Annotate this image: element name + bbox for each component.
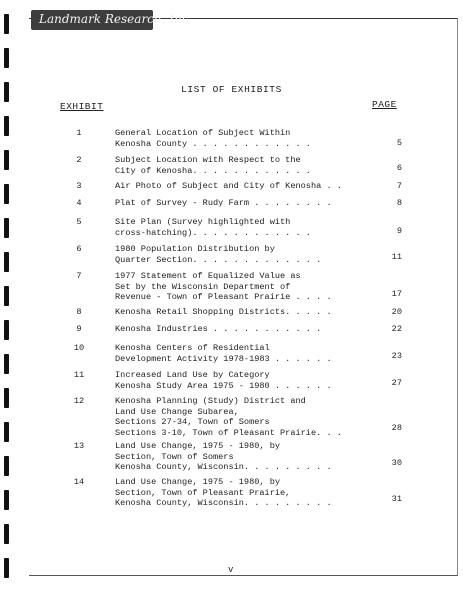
exhibit-page: 17 [391,289,402,299]
exhibit-page: 7 [396,181,402,191]
exhibit-number: 1 [76,128,82,138]
exhibit-number: 2 [76,155,82,165]
binding-mark [4,218,9,238]
exhibit-description: Plat of Survey - Rudy Farm . . . . . . . . [115,198,332,208]
binding-mark [4,48,9,68]
binding-mark [4,354,9,374]
exhibit-page: 5 [396,138,402,148]
exhibit-page: 28 [391,423,402,433]
exhibit-description: Land Use Change, 1975 - 1980, by Section, Town of Pleasant Prairie, Kenosha County, Wisconsin. . . . . . . . . [115,477,332,508]
exhibit-page: 9 [396,226,402,236]
page-number: v [228,565,234,575]
exhibit-description: Kenosha Retail Shopping Districts. . . . . [115,307,332,317]
exhibit-page: 20 [391,307,402,317]
binding-mark [4,116,9,136]
exhibit-description: Site Plan (Survey highlighted with cross-hatching). . . . . . . . . . . . [115,217,311,238]
binding-mark [4,490,9,510]
exhibit-description: Kenosha Industries . . . . . . . . . . . [115,324,322,334]
exhibit-number: 8 [76,307,82,317]
exhibit-number: 4 [76,198,82,208]
exhibit-description: 1977 Statement of Equalized Value as Set by the Wisconsin Department of Revenue - Town of Pleasant Prairie . . . . [115,271,332,302]
exhibit-page: 30 [391,458,402,468]
binding-mark [4,422,9,442]
binding-mark [4,524,9,544]
exhibit-number: 6 [76,244,82,254]
binding-mark [4,14,9,34]
exhibit-column-header: EXHIBIT [60,101,104,112]
page-column-header: PAGE [372,99,397,110]
binding-mark [4,286,9,306]
exhibit-page: 31 [391,494,402,504]
exhibit-description: Increased Land Use by Category Kenosha Study Area 1975 - 1980 . . . . . . [115,370,332,391]
exhibit-number: 10 [73,343,85,353]
exhibit-number: 3 [76,181,82,191]
exhibit-page: 27 [391,378,402,388]
exhibit-description: Subject Location with Respect to the City of Kenosha. . . . . . . . . . . . [115,155,311,176]
binding-mark [4,184,9,204]
page-title: LIST OF EXHIBITS [181,84,282,95]
exhibit-description: 1980 Population Distribution by Quarter Section. . . . . . . . . . . . . [115,244,322,265]
exhibit-number: 12 [73,396,85,406]
exhibit-page: 6 [396,163,402,173]
exhibit-description: Kenosha Planning (Study) District and Land Use Change Subarea, Sections 27-34, Town of Somers Sections 3-10, Town of Pleasant Prairie. . . [115,396,342,438]
exhibit-number: 14 [73,477,85,487]
exhibit-number: 7 [76,271,82,281]
exhibit-description: Air Photo of Subject and City of Kenosha . . [115,181,342,191]
exhibit-page: 8 [396,198,402,208]
exhibit-description: Kenosha Centers of Residential Development Activity 1978-1983 . . . . . . [115,343,332,364]
exhibit-number: 9 [76,324,82,334]
binding-mark [4,388,9,408]
exhibit-description: Land Use Change, 1975 - 1980, by Section, Town of Somers Kenosha County, Wisconsin. . . . . . . . . [115,441,332,472]
exhibit-page: 22 [391,324,402,334]
binding-mark [4,150,9,170]
binding-mark [4,558,9,578]
binding-mark [4,320,9,340]
exhibit-number: 13 [73,441,85,451]
exhibit-page: 11 [391,252,402,262]
letterhead-text: Landmark Research, Inc. [39,12,193,26]
binding-mark [4,456,9,476]
letterhead-logo [31,10,193,30]
exhibit-page: 23 [391,351,402,361]
exhibit-number: 11 [73,370,85,380]
exhibit-description: General Location of Subject Within Kenosha County . . . . . . . . . . . . [115,128,311,149]
binding-mark [4,252,9,272]
exhibit-number: 5 [76,217,82,227]
